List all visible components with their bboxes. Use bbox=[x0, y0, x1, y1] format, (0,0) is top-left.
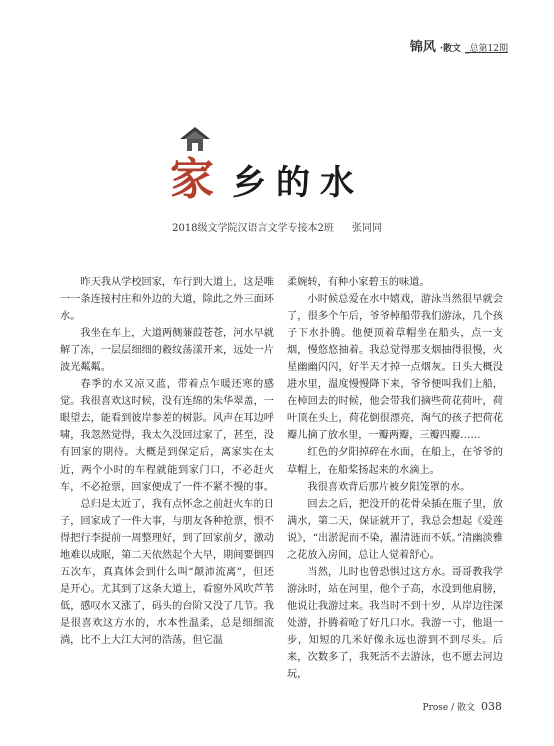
magazine-brand: 锦风 bbox=[409, 40, 436, 55]
author-name: 张同同 bbox=[351, 223, 382, 234]
paragraph: 小时候总爱在水中嬉戏，游泳当然很早就会了，很多个午后，爷爷棹船带我们游泳，几个孩子下水扑腾。他便顶着草帽坐在船头，点一支烟，慢悠悠抽着。我总觉得那支烟抽得很慢，火星幽幽闪闪，好半天才掉一点烟灰。日头大概没进水里，温度慢慢降下来，爷爷便叫我们上船，在棹回去的时候，他会带我们摘些荷花荷叶，荷叶顶在头上，荷花倒很漂亮，淘气的孩子把荷花瓣儿摘了放水里，一瓣两瓣，三瓣四瓣…… bbox=[287, 294, 503, 442]
issue-label: _总第12期 bbox=[465, 44, 508, 54]
byline bbox=[0, 219, 554, 234]
page-header bbox=[410, 36, 508, 55]
paragraph: 总归是太近了，我有点怀念之前赶火车的日子，回家成了一件大事，与朋友各种抢票，恨不得把行李提前一周整理好，到了回家前夕，激动地难以成眠，第二天依然起个大早，期间要倒四五次车，真真体会到什么叫“颠沛流离”，但还是开心。尤其到了这条大道上，看窗外风吹芦苇低，感叹水又涨了，码头的台阶又没了几节。我是很喜欢这方水的，水本性温柔，总是细细流淌，比不上大江大河的浩荡，但它温 bbox=[60, 498, 274, 646]
paragraph: 当然，儿时也曾恐惧过这方水。哥哥教我学游泳时，站在河里，他个子高，水没到他肩膀，他说让我游过来。我当时不到十岁，从岸边往深处游，扑腾着呛了好几口水。我游一寸，他退一步，知短的几米好像永远也游到不到尽头。后来，次数多了，我死活不去游泳，也不愿去河边玩， bbox=[287, 566, 503, 681]
paragraph: 红色的夕阳掉碎在水面，在船上，在爷爷的草帽上，在船桨扬起来的水滴上。 bbox=[287, 447, 503, 476]
paragraph: 我很喜欢背后那片被夕阳笼罩的水。 bbox=[307, 481, 471, 493]
section-label: ·散文 bbox=[439, 44, 462, 54]
page-footer bbox=[423, 700, 502, 713]
footer-label: Prose / 散文 bbox=[422, 703, 475, 713]
right-column bbox=[287, 274, 503, 683]
paragraph: 春季的水又凉又蓝，带着点乍暖还寒的感觉。我很喜欢这时候，没有连绵的朱华翠盖，一眼望去，能看到彼岸参差的树影。风声在耳边呼啸，我忽然觉得，我太久没回过家了，甚至，没有回家的期待。大概是到保定后，离家实在太近，两个小时的车程就能到家门口，不必赶火车，不必抢票，回家便成了一件不紧不慢的事。 bbox=[60, 379, 274, 493]
paragraph: 回去之后，把没开的花骨朵插在瓶子里，放满水，第二天，保证就开了，我总会想起《爱莲说》，“出淤泥而不染，濯清涟而不妖。”清幽淡雅之花放入房间，总让人觉着舒心。 bbox=[287, 498, 503, 561]
title-first-char: 家 bbox=[170, 154, 214, 205]
paragraph: 我坐在车上，大道两侧蒹葭苍苍，河水早就解了冻，一层层细细的縠纹荡漾开来，远处一片波光粼粼。 bbox=[60, 328, 274, 374]
left-column bbox=[60, 274, 274, 649]
article-title bbox=[170, 125, 390, 205]
page-number: 038 bbox=[481, 700, 502, 713]
paragraph-continuation: 柔婉转，有种小家碧玉的味道。 bbox=[287, 277, 430, 288]
title-rest: 乡的水 bbox=[232, 163, 364, 203]
author-affiliation: 2018级文学院汉语言文学专接本2班 bbox=[172, 223, 334, 234]
paragraph: 昨天我从学校回家，车行到大道上，这是唯一一条连接村庄和外边的大道，除此之外三面环水。 bbox=[60, 277, 274, 323]
